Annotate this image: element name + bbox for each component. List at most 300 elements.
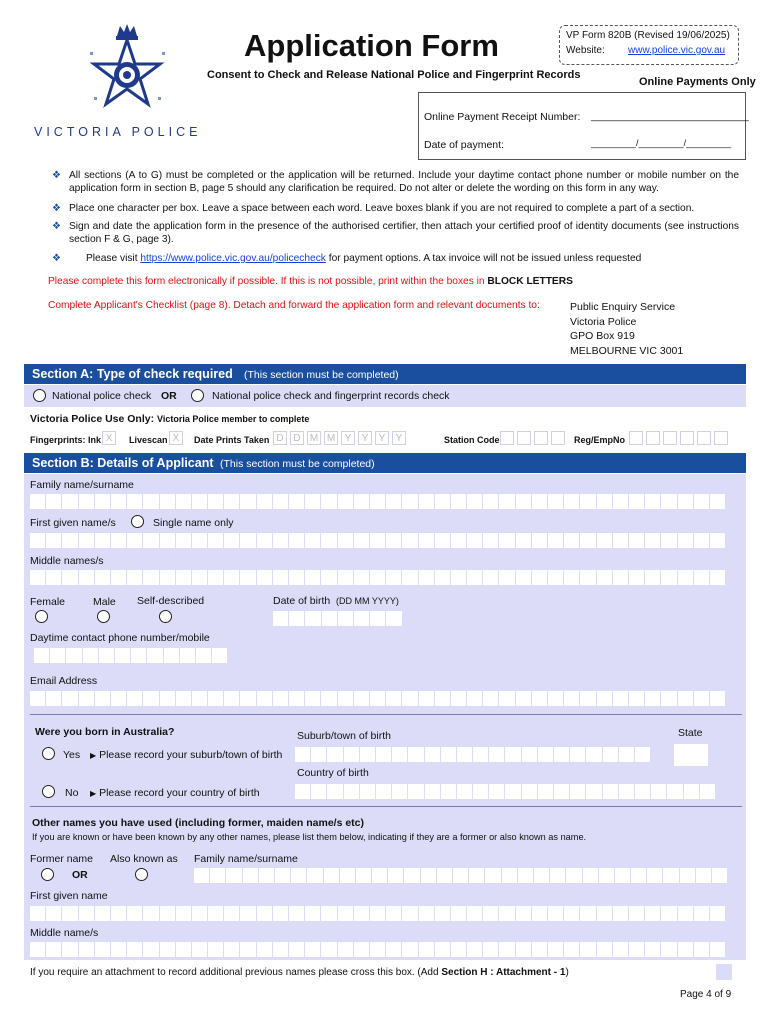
char-box[interactable] — [538, 784, 554, 799]
char-box[interactable] — [451, 942, 467, 957]
char-box[interactable] — [564, 533, 580, 548]
char-box[interactable] — [505, 784, 521, 799]
char-box[interactable] — [95, 691, 111, 706]
char-box[interactable] — [95, 533, 111, 548]
char-box[interactable] — [160, 942, 176, 957]
char-box[interactable] — [580, 533, 596, 548]
phone-boxes[interactable] — [34, 648, 228, 663]
char-box[interactable] — [376, 784, 392, 799]
char-box[interactable] — [386, 533, 402, 548]
char-box[interactable] — [321, 906, 337, 921]
char-box[interactable] — [176, 906, 192, 921]
char-box[interactable] — [30, 533, 46, 548]
char-box[interactable] — [338, 906, 354, 921]
char-box[interactable] — [402, 691, 418, 706]
date-prints-box[interactable]: Y — [392, 431, 406, 445]
char-box[interactable] — [240, 494, 256, 509]
char-box[interactable] — [483, 691, 499, 706]
char-box[interactable] — [180, 648, 196, 663]
char-box[interactable] — [419, 942, 435, 957]
char-box[interactable] — [613, 494, 629, 509]
char-box[interactable] — [370, 906, 386, 921]
char-box[interactable] — [435, 570, 451, 585]
char-box[interactable] — [354, 494, 370, 509]
char-box[interactable] — [289, 611, 305, 626]
char-box[interactable] — [240, 570, 256, 585]
char-box[interactable] — [392, 784, 408, 799]
char-box[interactable] — [305, 942, 321, 957]
char-box[interactable] — [95, 494, 111, 509]
char-box[interactable] — [192, 494, 208, 509]
char-box[interactable] — [548, 533, 564, 548]
char-box[interactable] — [192, 691, 208, 706]
char-box[interactable] — [550, 868, 566, 883]
char-box[interactable] — [62, 533, 78, 548]
char-box[interactable] — [451, 691, 467, 706]
station-code-box[interactable] — [534, 431, 548, 445]
char-box[interactable] — [192, 570, 208, 585]
char-box[interactable] — [344, 747, 360, 762]
suburb-boxes[interactable] — [295, 747, 651, 762]
char-box[interactable] — [583, 868, 599, 883]
char-box[interactable] — [127, 942, 143, 957]
char-box[interactable] — [95, 942, 111, 957]
char-box[interactable] — [62, 494, 78, 509]
char-box[interactable] — [226, 868, 242, 883]
char-box[interactable] — [441, 784, 457, 799]
char-box[interactable] — [143, 494, 159, 509]
char-box[interactable] — [419, 494, 435, 509]
char-box[interactable] — [629, 691, 645, 706]
char-box[interactable] — [467, 533, 483, 548]
char-box[interactable] — [79, 570, 95, 585]
char-box[interactable] — [257, 691, 273, 706]
reg-emp-box[interactable] — [697, 431, 711, 445]
char-box[interactable] — [370, 611, 386, 626]
char-box[interactable] — [46, 942, 62, 957]
char-box[interactable] — [273, 611, 289, 626]
station-code-box[interactable] — [500, 431, 514, 445]
char-box[interactable] — [402, 906, 418, 921]
char-box[interactable] — [289, 906, 305, 921]
char-box[interactable] — [421, 868, 437, 883]
char-box[interactable] — [295, 784, 311, 799]
char-box[interactable] — [597, 691, 613, 706]
char-box[interactable] — [257, 494, 273, 509]
char-box[interactable] — [467, 494, 483, 509]
char-box[interactable] — [499, 494, 515, 509]
policecheck-link[interactable]: https://www.police.vic.gov.au/policecheck — [140, 253, 326, 264]
char-box[interactable] — [224, 494, 240, 509]
char-box[interactable] — [694, 942, 710, 957]
char-box[interactable] — [305, 570, 321, 585]
reg-emp-box[interactable] — [680, 431, 694, 445]
char-box[interactable] — [111, 533, 127, 548]
char-box[interactable] — [419, 906, 435, 921]
char-box[interactable] — [548, 691, 564, 706]
char-box[interactable] — [354, 611, 370, 626]
char-box[interactable] — [208, 691, 224, 706]
ink-box[interactable]: X — [102, 431, 116, 445]
char-box[interactable] — [564, 691, 580, 706]
char-box[interactable] — [613, 906, 629, 921]
char-box[interactable] — [645, 691, 661, 706]
char-box[interactable] — [143, 570, 159, 585]
char-box[interactable] — [694, 906, 710, 921]
char-box[interactable] — [694, 533, 710, 548]
char-box[interactable] — [532, 906, 548, 921]
char-box[interactable] — [354, 942, 370, 957]
char-box[interactable] — [46, 494, 62, 509]
char-box[interactable] — [467, 570, 483, 585]
char-box[interactable] — [408, 747, 424, 762]
char-box[interactable] — [321, 570, 337, 585]
char-box[interactable] — [62, 942, 78, 957]
date-prints-box[interactable]: D — [290, 431, 304, 445]
national-check-radio[interactable] — [33, 389, 46, 402]
char-box[interactable] — [127, 691, 143, 706]
char-box[interactable] — [289, 942, 305, 957]
char-box[interactable] — [629, 494, 645, 509]
char-box[interactable] — [694, 570, 710, 585]
char-box[interactable] — [678, 570, 694, 585]
char-box[interactable] — [176, 942, 192, 957]
char-box[interactable] — [338, 533, 354, 548]
female-radio[interactable] — [35, 610, 48, 623]
char-box[interactable] — [710, 906, 726, 921]
char-box[interactable] — [356, 868, 372, 883]
char-box[interactable] — [684, 784, 700, 799]
char-box[interactable] — [419, 570, 435, 585]
char-box[interactable] — [631, 868, 647, 883]
char-box[interactable] — [694, 691, 710, 706]
char-box[interactable] — [647, 868, 663, 883]
char-box[interactable] — [586, 784, 602, 799]
char-box[interactable] — [619, 747, 635, 762]
char-box[interactable] — [370, 691, 386, 706]
char-box[interactable] — [437, 868, 453, 883]
char-box[interactable] — [160, 494, 176, 509]
char-box[interactable] — [564, 906, 580, 921]
char-box[interactable] — [62, 906, 78, 921]
char-box[interactable] — [694, 494, 710, 509]
char-box[interactable] — [275, 868, 291, 883]
char-box[interactable] — [629, 906, 645, 921]
char-box[interactable] — [311, 747, 327, 762]
char-box[interactable] — [388, 868, 404, 883]
char-box[interactable] — [661, 494, 677, 509]
char-box[interactable] — [516, 570, 532, 585]
char-box[interactable] — [273, 691, 289, 706]
char-box[interactable] — [224, 533, 240, 548]
char-box[interactable] — [570, 784, 586, 799]
char-box[interactable] — [663, 868, 679, 883]
char-box[interactable] — [467, 906, 483, 921]
char-box[interactable] — [354, 533, 370, 548]
char-box[interactable] — [386, 611, 402, 626]
char-box[interactable] — [321, 691, 337, 706]
char-box[interactable] — [127, 533, 143, 548]
char-box[interactable] — [516, 494, 532, 509]
char-box[interactable] — [473, 747, 489, 762]
char-box[interactable] — [338, 611, 354, 626]
reg-emp-box[interactable] — [714, 431, 728, 445]
char-box[interactable] — [46, 570, 62, 585]
char-box[interactable] — [586, 747, 602, 762]
char-box[interactable] — [208, 533, 224, 548]
char-box[interactable] — [532, 570, 548, 585]
char-box[interactable] — [111, 691, 127, 706]
char-box[interactable] — [451, 533, 467, 548]
char-box[interactable] — [489, 784, 505, 799]
char-box[interactable] — [548, 906, 564, 921]
char-box[interactable] — [62, 691, 78, 706]
char-box[interactable] — [580, 691, 596, 706]
char-box[interactable] — [532, 533, 548, 548]
char-box[interactable] — [257, 906, 273, 921]
char-box[interactable] — [629, 942, 645, 957]
char-box[interactable] — [50, 648, 66, 663]
middle-names-boxes[interactable] — [30, 570, 726, 585]
char-box[interactable] — [338, 942, 354, 957]
char-box[interactable] — [435, 691, 451, 706]
char-box[interactable] — [62, 570, 78, 585]
char-box[interactable] — [307, 868, 323, 883]
char-box[interactable] — [257, 942, 273, 957]
email-boxes[interactable] — [30, 691, 726, 706]
date-prints-box[interactable]: M — [307, 431, 321, 445]
char-box[interactable] — [645, 494, 661, 509]
char-box[interactable] — [451, 570, 467, 585]
website-link[interactable]: www.police.vic.gov.au — [628, 45, 726, 56]
date-prints-box[interactable]: Y — [358, 431, 372, 445]
char-box[interactable] — [710, 570, 726, 585]
char-box[interactable] — [147, 648, 163, 663]
char-box[interactable] — [435, 494, 451, 509]
char-box[interactable] — [499, 906, 515, 921]
char-box[interactable] — [194, 868, 210, 883]
char-box[interactable] — [127, 494, 143, 509]
other-middle-name-boxes[interactable] — [30, 942, 726, 957]
char-box[interactable] — [502, 868, 518, 883]
char-box[interactable] — [338, 691, 354, 706]
char-box[interactable] — [483, 906, 499, 921]
char-box[interactable] — [661, 533, 677, 548]
self-described-radio[interactable] — [159, 610, 172, 623]
char-box[interactable] — [483, 570, 499, 585]
char-box[interactable] — [597, 533, 613, 548]
char-box[interactable] — [243, 868, 259, 883]
char-box[interactable] — [613, 691, 629, 706]
char-box[interactable] — [580, 494, 596, 509]
family-name-boxes[interactable] — [30, 494, 726, 509]
char-box[interactable] — [370, 533, 386, 548]
char-box[interactable] — [678, 494, 694, 509]
char-box[interactable] — [322, 611, 338, 626]
char-box[interactable] — [597, 906, 613, 921]
char-box[interactable] — [402, 570, 418, 585]
char-box[interactable] — [566, 868, 582, 883]
char-box[interactable] — [143, 691, 159, 706]
char-box[interactable] — [629, 533, 645, 548]
char-box[interactable] — [645, 942, 661, 957]
date-prints-box[interactable]: Y — [375, 431, 389, 445]
char-box[interactable] — [111, 906, 127, 921]
char-box[interactable] — [613, 533, 629, 548]
char-box[interactable] — [499, 691, 515, 706]
char-box[interactable] — [635, 784, 651, 799]
char-box[interactable] — [696, 868, 712, 883]
char-box[interactable] — [457, 784, 473, 799]
char-box[interactable] — [597, 570, 613, 585]
date-prints-box[interactable]: D — [273, 431, 287, 445]
char-box[interactable] — [661, 691, 677, 706]
station-code-box[interactable] — [551, 431, 565, 445]
char-box[interactable] — [467, 942, 483, 957]
char-box[interactable] — [208, 570, 224, 585]
char-box[interactable] — [554, 784, 570, 799]
char-box[interactable] — [619, 784, 635, 799]
char-box[interactable] — [305, 691, 321, 706]
char-box[interactable] — [340, 868, 356, 883]
char-box[interactable] — [678, 906, 694, 921]
char-box[interactable] — [79, 942, 95, 957]
char-box[interactable] — [473, 784, 489, 799]
char-box[interactable] — [548, 942, 564, 957]
also-known-as-radio[interactable] — [135, 868, 148, 881]
char-box[interactable] — [372, 868, 388, 883]
char-box[interactable] — [516, 942, 532, 957]
char-box[interactable] — [46, 691, 62, 706]
char-box[interactable] — [613, 942, 629, 957]
char-box[interactable] — [597, 942, 613, 957]
char-box[interactable] — [192, 942, 208, 957]
char-box[interactable] — [376, 747, 392, 762]
char-box[interactable] — [499, 570, 515, 585]
char-box[interactable] — [143, 942, 159, 957]
char-box[interactable] — [661, 570, 677, 585]
char-box[interactable] — [425, 747, 441, 762]
char-box[interactable] — [291, 868, 307, 883]
char-box[interactable] — [111, 942, 127, 957]
other-family-name-boxes[interactable] — [194, 868, 728, 883]
char-box[interactable] — [176, 691, 192, 706]
char-box[interactable] — [538, 747, 554, 762]
char-box[interactable] — [240, 533, 256, 548]
char-box[interactable] — [499, 942, 515, 957]
char-box[interactable] — [240, 942, 256, 957]
station-code-box[interactable] — [517, 431, 531, 445]
char-box[interactable] — [160, 906, 176, 921]
char-box[interactable] — [370, 570, 386, 585]
char-box[interactable] — [324, 868, 340, 883]
char-box[interactable] — [289, 691, 305, 706]
char-box[interactable] — [143, 906, 159, 921]
char-box[interactable] — [435, 533, 451, 548]
char-box[interactable] — [257, 533, 273, 548]
char-box[interactable] — [441, 747, 457, 762]
char-box[interactable] — [570, 747, 586, 762]
char-box[interactable] — [678, 942, 694, 957]
char-box[interactable] — [79, 691, 95, 706]
char-box[interactable] — [208, 942, 224, 957]
receipt-field[interactable]: ___________________________ — [591, 110, 749, 122]
char-box[interactable] — [224, 942, 240, 957]
date-prints-box[interactable]: M — [324, 431, 338, 445]
char-box[interactable] — [273, 533, 289, 548]
char-box[interactable] — [224, 691, 240, 706]
char-box[interactable] — [645, 570, 661, 585]
char-box[interactable] — [548, 570, 564, 585]
char-box[interactable] — [79, 494, 95, 509]
char-box[interactable] — [289, 494, 305, 509]
char-box[interactable] — [224, 570, 240, 585]
char-box[interactable] — [370, 494, 386, 509]
male-radio[interactable] — [97, 610, 110, 623]
char-box[interactable] — [338, 570, 354, 585]
char-box[interactable] — [212, 648, 228, 663]
char-box[interactable] — [635, 747, 651, 762]
char-box[interactable] — [402, 942, 418, 957]
char-box[interactable] — [451, 906, 467, 921]
char-box[interactable] — [46, 906, 62, 921]
char-box[interactable] — [111, 570, 127, 585]
reg-emp-box[interactable] — [646, 431, 660, 445]
char-box[interactable] — [208, 494, 224, 509]
char-box[interactable] — [257, 570, 273, 585]
reg-emp-box[interactable] — [663, 431, 677, 445]
char-box[interactable] — [30, 494, 46, 509]
char-box[interactable] — [386, 942, 402, 957]
char-box[interactable] — [360, 747, 376, 762]
char-box[interactable] — [710, 494, 726, 509]
char-box[interactable] — [305, 494, 321, 509]
char-box[interactable] — [164, 648, 180, 663]
char-box[interactable] — [516, 691, 532, 706]
attachment-checkbox[interactable] — [716, 964, 732, 980]
char-box[interactable] — [532, 942, 548, 957]
char-box[interactable] — [30, 906, 46, 921]
char-box[interactable] — [386, 691, 402, 706]
char-box[interactable] — [30, 691, 46, 706]
char-box[interactable] — [516, 906, 532, 921]
char-box[interactable] — [645, 533, 661, 548]
char-box[interactable] — [327, 747, 343, 762]
char-box[interactable] — [321, 533, 337, 548]
char-box[interactable] — [580, 942, 596, 957]
char-box[interactable] — [402, 494, 418, 509]
char-box[interactable] — [30, 942, 46, 957]
state-box[interactable] — [674, 744, 708, 766]
char-box[interactable] — [710, 533, 726, 548]
char-box[interactable] — [469, 868, 485, 883]
char-box[interactable] — [532, 494, 548, 509]
char-box[interactable] — [678, 691, 694, 706]
char-box[interactable] — [680, 868, 696, 883]
char-box[interactable] — [160, 570, 176, 585]
char-box[interactable] — [79, 533, 95, 548]
char-box[interactable] — [240, 691, 256, 706]
char-box[interactable] — [176, 533, 192, 548]
char-box[interactable] — [457, 747, 473, 762]
char-box[interactable] — [224, 906, 240, 921]
char-box[interactable] — [176, 494, 192, 509]
char-box[interactable] — [518, 868, 534, 883]
char-box[interactable] — [613, 570, 629, 585]
char-box[interactable] — [46, 533, 62, 548]
char-box[interactable] — [210, 868, 226, 883]
char-box[interactable] — [467, 691, 483, 706]
